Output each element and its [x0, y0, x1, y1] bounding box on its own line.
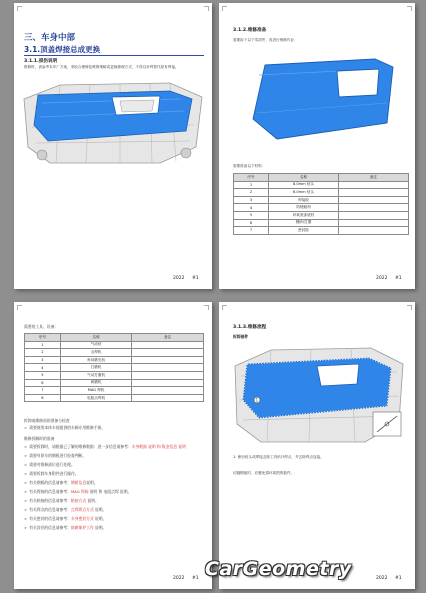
bullet-item [24, 453, 86, 458]
arrow-bullet-icon: ➢ [24, 444, 28, 449]
column-header: 备注 [339, 174, 409, 182]
footer-page: #1 [192, 576, 199, 581]
column-header: 序号 [234, 174, 269, 182]
roof-panel-illustration [247, 53, 397, 143]
table-cell: 防锈蜡剂 [269, 204, 339, 212]
bullet-item [24, 516, 106, 521]
arrow-bullet-icon: ➢ [24, 480, 28, 485]
crop-mark [17, 305, 22, 310]
bullet-reference-link[interactable]: 车身数据 说明 和 钣金信息 说明 [131, 444, 186, 449]
section-rule [24, 55, 204, 56]
bullet-text: 需要对维修部位进行处理。 [29, 462, 75, 467]
bullet-reference-link[interactable]: 钢板信息 [70, 480, 87, 485]
table-cell [339, 219, 409, 227]
table-cell: 7 [234, 227, 269, 235]
table-row [234, 189, 409, 197]
table-cell [132, 356, 204, 364]
bullet-text: 有关涂层的信息请参考： [29, 525, 71, 530]
bullet-text: 需要拆卸时，请根据已了解的维修数据：进一步信息请参考： [29, 444, 132, 449]
table-row [25, 356, 204, 364]
table-cell: 1 [234, 181, 269, 189]
table-cell [132, 341, 204, 349]
note-heading: 维修拆解时的准备 [24, 436, 55, 441]
arrow-bullet-icon: ➢ [24, 516, 28, 521]
table-row [25, 349, 204, 357]
note-heading: 拆卸或维修前的准备与检查 [24, 418, 70, 423]
table-cell: 2 [234, 189, 269, 197]
table-cell: 2 [25, 349, 61, 357]
bullet-text: 需要拆卸车身附件进行操作。 [29, 471, 79, 476]
table-cell: 5 [234, 211, 269, 219]
crop-mark [407, 6, 412, 11]
arrow-bullet-icon: ➢ [24, 489, 28, 494]
crop-mark [222, 305, 227, 310]
table-row [25, 394, 204, 402]
footer-year: 2022 [376, 276, 388, 281]
table-cell: 环氧底漆底材 [269, 211, 339, 219]
bullet-suffix: 说明 和 电阻点焊 说明。 [88, 489, 132, 494]
intro-text: 需要拆下以下零部件，再进行维修作业： [233, 38, 298, 42]
table-cell: 6 [234, 219, 269, 227]
bullet-text: 需要使用本体车间提供的车辆专用维修手册。 [29, 425, 106, 430]
bullet-item [24, 444, 186, 449]
footer-page: #1 [192, 276, 199, 281]
table-header-row [25, 334, 204, 342]
note-text: 切割钢板时，应避免损坏周围的板件。 [233, 471, 295, 475]
arrow-bullet-icon: ➢ [24, 453, 28, 458]
body-text: 维修时，请参考本车厂方案，采取合理修复维修策略或更换修理方式，不得以补焊替代原有焊接。 [24, 65, 179, 69]
materials-table [233, 173, 409, 235]
table-row [234, 227, 409, 235]
crop-mark [17, 6, 22, 11]
subsection-title: 3.1.1.损伤说明 [24, 59, 58, 64]
arrow-bullet-icon: ➢ [24, 525, 28, 530]
bullet-item [24, 525, 106, 530]
bullet-reference-link[interactable]: 粘接方式 [70, 498, 87, 503]
tools-intro: 需要的工具、设备： [24, 324, 59, 329]
table-cell [132, 364, 204, 372]
bullet-reference-link[interactable]: MAG 焊接 [70, 489, 89, 494]
table-row [25, 379, 204, 387]
bullet-suffix: 说明。 [93, 525, 107, 530]
table-row [234, 181, 409, 189]
table-cell: 打磨机 [60, 364, 132, 372]
subsection-title: 3.1.3.维修流程 [233, 325, 267, 330]
step-label: 拆卸部件 [233, 334, 249, 339]
table-row [25, 341, 204, 349]
table-row [234, 211, 409, 219]
table-cell [339, 204, 409, 212]
column-header: 备注 [132, 334, 204, 342]
bullet-suffix: 说明。 [86, 480, 98, 485]
bullet-reference-link[interactable]: 防腐保护工作 [70, 525, 94, 530]
table-cell: 4 [234, 204, 269, 212]
bullet-item [24, 480, 98, 485]
table-cell: 气动打磨机 [60, 371, 132, 379]
table-cell [132, 379, 204, 387]
bullet-suffix: 说明。 [86, 498, 99, 503]
table-cell: 8 [25, 394, 61, 402]
arrow-bullet-icon: ➢ [24, 425, 28, 430]
table-row [234, 219, 409, 227]
bullet-item [24, 471, 79, 476]
table-cell: 4 [25, 364, 61, 372]
table-row [234, 204, 409, 212]
table-cell: 密封胶 [269, 227, 339, 235]
footer-page: #1 [395, 576, 402, 581]
bullet-item [24, 507, 106, 512]
bullet-suffix: 说明。 [93, 507, 107, 512]
parts-intro: 需要准备以下材料： [233, 164, 266, 168]
table-cell [339, 227, 409, 235]
arrow-bullet-icon: ➢ [24, 507, 28, 512]
subsection-title: 3.1.2.维修准备 [233, 28, 267, 33]
section-title: 3.1.顶盖焊接总成更换 [24, 45, 101, 54]
bullet-reference-link[interactable]: 点焊焊点方式 [70, 507, 94, 512]
column-header: 名称 [269, 174, 339, 182]
crop-mark [222, 6, 227, 11]
table-cell [132, 387, 204, 395]
bullet-suffix: 说明。 [93, 516, 107, 521]
table-header-row [234, 174, 409, 182]
table-cell: 钢砂/打磨 [269, 219, 339, 227]
table-cell [132, 349, 204, 357]
bullet-item [24, 489, 131, 494]
document-page-3 [14, 302, 212, 589]
table-cell [132, 371, 204, 379]
table-cell: 6 [25, 379, 61, 387]
crop-mark [204, 305, 209, 310]
bullet-text: 有关焊接的信息请参考： [29, 489, 71, 494]
table-cell [339, 211, 409, 219]
table-cell: 7 [25, 387, 61, 395]
arrow-bullet-icon: ➢ [24, 462, 28, 467]
table-cell: 3 [25, 356, 61, 364]
roof-removal-illustration [231, 342, 407, 446]
arrow-bullet-icon: ➢ [24, 471, 28, 476]
table-cell: 1 [25, 341, 61, 349]
tools-table [24, 333, 204, 402]
column-header: 序号 [25, 334, 61, 342]
bullet-text: 需要对原车的钢板进行检查判断。 [29, 453, 87, 458]
bullet-reference-link[interactable]: 车身密封方式 [70, 516, 94, 521]
chapter-title: 三、车身中部 [24, 33, 76, 43]
table-row [25, 364, 204, 372]
cargeometry-watermark: CarGeometry [205, 558, 352, 580]
svg-text:1: 1 [255, 397, 259, 403]
arrow-bullet-icon: ➢ [24, 498, 28, 503]
footer-year: 2022 [376, 576, 388, 581]
table-cell: 角向磨光机 [60, 356, 132, 364]
bullet-item [24, 498, 99, 503]
footer-year: 2022 [173, 576, 185, 581]
crop-mark [407, 305, 412, 310]
table-cell: 点焊机 [60, 349, 132, 357]
bullet-text: 有关焊点的信息请参考： [29, 507, 71, 512]
note-bullet [24, 425, 105, 430]
bullet-text: 有关钢板的信息请参考： [29, 480, 71, 485]
bullet-item [24, 462, 75, 467]
car-body-roof-illustration [20, 77, 206, 167]
table-cell [132, 394, 204, 402]
document-page-2 [219, 3, 415, 289]
table-row [234, 196, 409, 204]
bullet-text: 有关粘接的信息请参考： [29, 498, 71, 503]
table-cell: 3 [234, 196, 269, 204]
table-cell: 气动钻 [60, 341, 132, 349]
document-page-1 [14, 3, 212, 289]
footer-year: 2022 [173, 276, 185, 281]
table-cell: 8.0mm 钻头 [269, 181, 339, 189]
column-header: 名称 [60, 334, 132, 342]
table-cell: 6.0mm 钻头 [269, 189, 339, 197]
document-page-4 [219, 302, 415, 589]
table-cell [339, 189, 409, 197]
table-cell: 电阻点焊机 [60, 394, 132, 402]
table-row [25, 387, 204, 395]
table-cell: MAG 焊机 [60, 387, 132, 395]
table-cell: 研磨机 [60, 379, 132, 387]
step-text: 1. 使用钻头或焊接去除工具钻开焊点，并去除焊点连接。 [233, 455, 324, 459]
bullet-text: 有关密封的信息请参考： [29, 516, 71, 521]
table-cell: 焊接胶 [269, 196, 339, 204]
table-cell: 5 [25, 371, 61, 379]
table-row [25, 371, 204, 379]
crop-mark [204, 6, 209, 11]
table-cell [339, 196, 409, 204]
footer-page: #1 [395, 276, 402, 281]
table-cell [339, 181, 409, 189]
